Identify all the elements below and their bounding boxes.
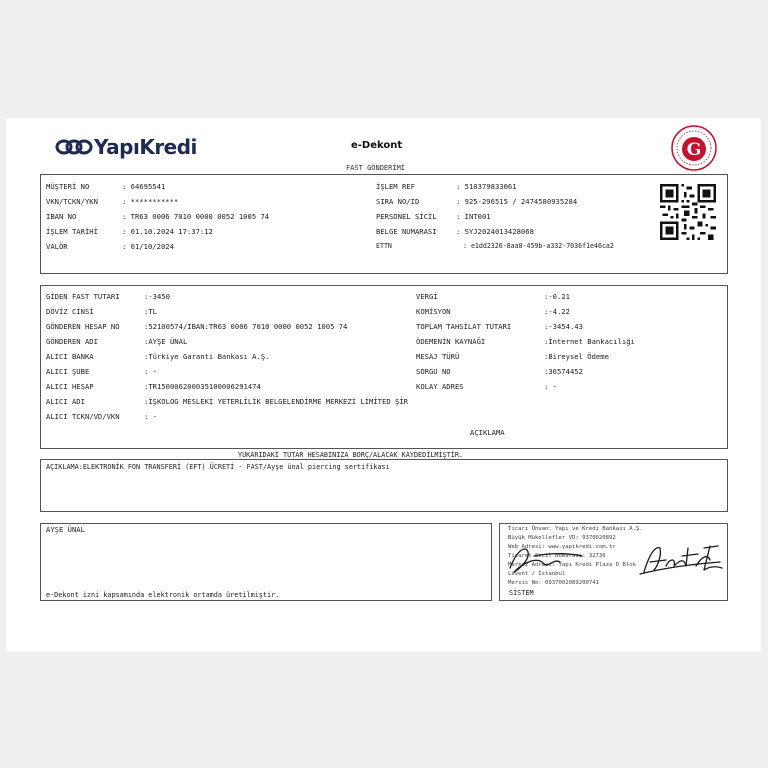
seal-letter: G <box>686 140 702 160</box>
row-label: ALICI HESAP <box>46 382 94 391</box>
row-value: : 510379833061 <box>456 182 517 191</box>
bank-info-line: Ticari Ünvan: Yapı ve Kredi Bankası A.Ş. <box>508 526 643 532</box>
info-row <box>46 197 178 206</box>
bank-info-line: Merkez Adresi: Yapı Kredi Plaza D Blok <box>508 562 636 568</box>
row-value: : e1dd2326-8aa8-459b-a332-7036f1e46ca2 <box>463 242 614 250</box>
row-value: :36574452 <box>544 367 583 376</box>
detail-row <box>416 322 583 331</box>
row-value: : 01/10/2024 <box>122 242 174 251</box>
row-value: : 64695541 <box>122 182 166 191</box>
detail-row <box>416 307 570 316</box>
row-value: :İŞKOLOG MESLEKİ YETERLİLİK BELGELENDİRME MERKEZİ LİMİTED ŞİR <box>144 397 408 406</box>
handwritten-signature <box>504 538 726 580</box>
row-value: : - <box>144 412 157 421</box>
detail-row <box>416 292 570 301</box>
footer-note: e-Dekont izni kapsamında elektronik ortamda üretilmiştir. <box>46 591 280 599</box>
row-value: : - <box>544 382 557 391</box>
description-text: AÇIKLAMA:ELEKTRONİK FON TRANSFERİ (EFT) ÜCRETİ - FAST/Ayşe ünal piercing sertifikası <box>46 463 390 471</box>
signer-box <box>40 523 492 601</box>
detail-row <box>46 337 187 346</box>
row-label: ALICI ŞUBE <box>46 367 90 376</box>
row-value: :Türkiye Garanti Bankası A.Ş. <box>144 352 270 361</box>
info-row <box>46 182 165 191</box>
detail-row <box>416 382 557 391</box>
row-value: :TL <box>144 307 157 316</box>
info-row <box>46 212 269 221</box>
bank-info-line: Mersis No: 0937002089200741 <box>508 580 599 586</box>
row-label: DÖVİZ CİNSİ <box>46 307 94 316</box>
signer-name: AYŞE ÜNAL <box>46 525 85 534</box>
detail-row <box>416 352 609 361</box>
row-value: : SYJ2024013428068 <box>456 227 534 236</box>
row-value: : 01.10.2024 17:37:12 <box>122 227 213 236</box>
detail-row <box>416 367 583 376</box>
receipt-page <box>6 118 761 652</box>
yapikredi-knot-icon <box>54 137 94 157</box>
row-label: VALÖR <box>46 242 68 251</box>
row-label: GİDEN FAST TUTARI <box>46 292 120 301</box>
detail-row <box>46 292 170 301</box>
bank-info-line: Ticaret Sicil Numarası: 32736 <box>508 553 606 559</box>
row-value: :-0.21 <box>544 292 570 301</box>
row-label: ALICI TCKN/VD/VKN <box>46 412 120 421</box>
row-label: KOMİSYON <box>416 307 451 316</box>
bank-info-line: Büyük Mükellefler VD: 9370020892 <box>508 535 616 541</box>
detail-row <box>46 382 261 391</box>
info-row <box>376 182 517 191</box>
row-value: :AYŞE ÜNAL <box>144 337 188 346</box>
qr-code <box>660 184 716 244</box>
doc-title: e-Dekont <box>351 140 403 151</box>
info-row <box>376 197 577 206</box>
row-label: PERSONEL SİCİL <box>376 212 437 221</box>
row-label: ALICI ADI <box>46 397 85 406</box>
detail-row <box>46 352 270 361</box>
row-value: :-3450 <box>144 292 170 301</box>
bank-logo-text: YapıKredi <box>94 135 197 159</box>
detail-row <box>46 412 157 421</box>
row-label: VERGİ <box>416 292 438 301</box>
yapikredi-logo <box>54 134 197 160</box>
bank-info-line: Web Adresi: www.yapikredi.com.tr <box>508 544 616 550</box>
debit-notice: YUKARIDAKİ TUTAR HESABINIZA BORÇ/ALACAK KAYDEDİLMİŞTİR. <box>238 451 464 459</box>
row-label: MESAJ TÜRÜ <box>416 352 460 361</box>
row-label: ALICI BANKA <box>46 352 94 361</box>
row-value: : - <box>144 367 157 376</box>
row-label: İŞLEM TARİHİ <box>46 227 98 236</box>
row-value: : *********** <box>122 197 179 206</box>
row-value: : INT001 <box>456 212 491 221</box>
info-row <box>376 227 534 236</box>
row-label: MÜŞTERİ NO <box>46 182 90 191</box>
row-label: IBAN NO <box>46 212 77 221</box>
row-value: : TR63 0006 7010 0000 0052 1005 74 <box>122 212 270 221</box>
row-label: KOLAY ADRES <box>416 382 464 391</box>
info-row <box>46 242 174 251</box>
aciklama-heading: AÇIKLAMA <box>470 428 505 437</box>
row-label: GÖNDEREN HESAP NO <box>46 322 120 331</box>
info-row <box>376 212 491 221</box>
system-label: SİSTEM <box>509 589 534 597</box>
row-label: BELGE NUMARASI <box>376 227 437 236</box>
row-label: TOPLAM TAHSİLAT TUTARI <box>416 322 512 331</box>
detail-row <box>46 322 347 331</box>
info-row <box>46 227 213 236</box>
row-value: : 925-296515 / 2474580935284 <box>456 197 578 206</box>
detail-row <box>46 397 408 406</box>
bank-info-line: Levent / İstanbul <box>508 571 566 577</box>
row-label: VKN/TCKN/YKN <box>46 197 98 206</box>
detail-row <box>416 337 635 346</box>
row-label: SORGU NO <box>416 367 451 376</box>
doc-subtitle: FAST GÖNDERİMİ <box>346 164 406 172</box>
row-value: :İnternet Bankacılığı <box>544 337 635 346</box>
detail-row <box>46 307 157 316</box>
row-value: :-3454.43 <box>544 322 583 331</box>
row-label: ETTN <box>376 242 392 250</box>
info-row <box>376 242 614 250</box>
row-value: :TR150006200035100006291474 <box>144 382 261 391</box>
row-label: İŞLEM REF <box>376 182 415 191</box>
official-seal <box>670 124 718 176</box>
row-label: SIRA NO/ID <box>376 197 420 206</box>
row-label: ÖDEMENİN KAYNAĞI <box>416 337 486 346</box>
row-value: :52100574/IBAN:TR63 0006 7010 0000 0052 1005 74 <box>144 322 348 331</box>
detail-row <box>46 367 157 376</box>
row-value: :Bireysel Ödeme <box>544 352 609 361</box>
row-label: GÖNDEREN ADI <box>46 337 98 346</box>
row-value: :-4.22 <box>544 307 570 316</box>
